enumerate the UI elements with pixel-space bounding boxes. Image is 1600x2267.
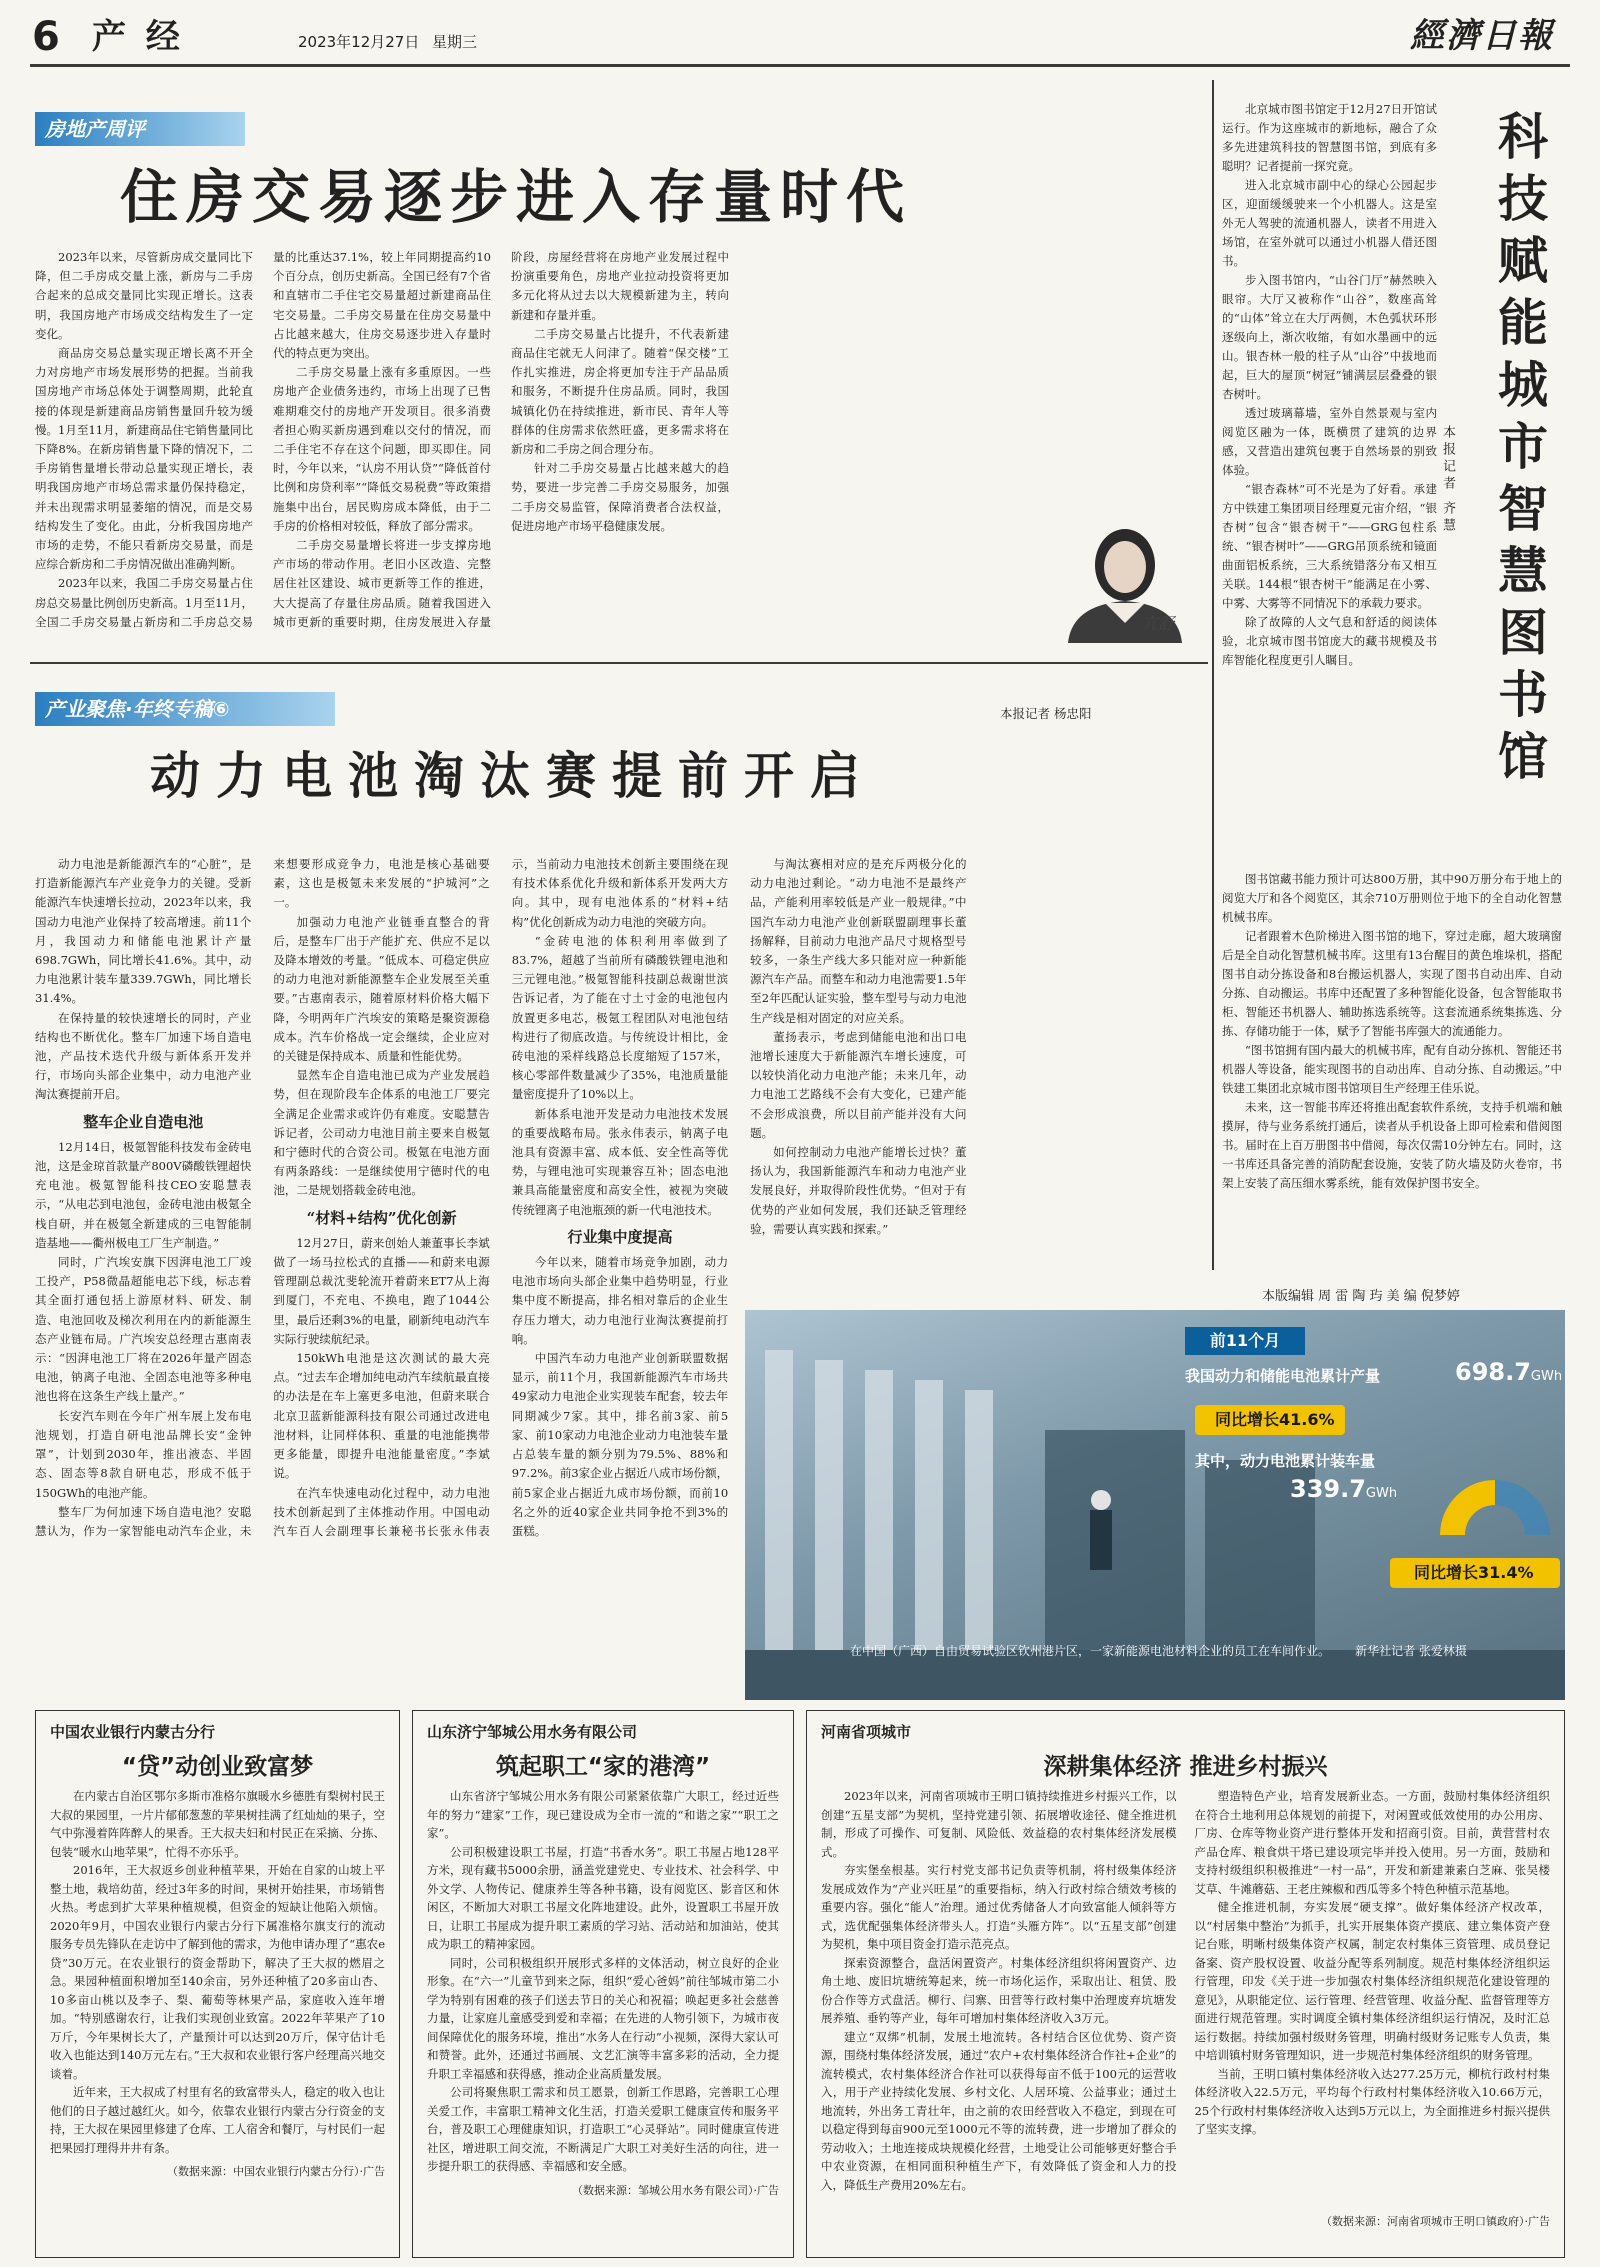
battery-paragraph: 今年以来，随着市场竞争加剧，动力电池市场向头部企业集中趋势明显，行业集中度不断提高，排名相对靠后的企业生存压力增大，动力电池行业淘汰赛提前打响。 (511, 1255, 729, 1346)
ad-company: 山东济宁邹城公用水务有限公司 (427, 1723, 638, 1741)
stat2-label: 其中，动力电池累计装车量 (1195, 1452, 1376, 1470)
column-tag-housing (35, 112, 245, 146)
column-tag-label: 房地产周评 (45, 117, 145, 141)
issue-weekday: 星期三 (432, 33, 478, 51)
headline-battery: 动力电池淘汰赛提前开启 (150, 747, 876, 805)
ad-paragraph: 公司积极建设职工书屋，打造“书香水务”。职工书屋占地128平方米，现有藏书5000余册，涵盖党建党史、专业技术、社会科学、中外文学、人物传记、健康养生等各种书籍，设有阅览区、影音区和休闲区，不断加大对职工书屋文化阵地建设。此外，设置职工书屋开放日，让职工书屋成为提升职工素质的学习站、活动站和加油站，使其成为职工的精神家园。 (427, 1844, 779, 1951)
header-rule (30, 64, 1570, 67)
stat1-growth: 同比增长41.6% (1215, 1410, 1335, 1429)
photo-credit: 新华社记者 张爱林摄 (1355, 1644, 1467, 1658)
sidebar-byline (1438, 425, 1468, 625)
ad-source-text: （数据来源：中国农业银行内蒙古分行） (167, 2165, 360, 2178)
ad-paragraph: 2016年，王大叔返乡创业种植苹果，开始在自家的山坡上平整土地，栽培幼苗，经过3年多的时间，果树开始挂果，市场销售火热。考虑到扩大苹果种植规模，但资金的短缺让他陷入烦恼。2020年9月，中国农业银行内蒙古分行下属准格尔旗支行的流动服务专员先锋队在走访中了解到他的需求，为他申请办理了“惠农e贷”30万元。在农业银行的资金帮助下，解决了王大叔的燃眉之急。果园种植面积增加至140余亩，另外还种植了20多亩山杏、10多亩山桃以及李子、梨、葡萄等林果产品，家庭收入连年增加。“特别感谢农行，让我们实现创业致富。2022年苹果产了10万斤，今年果树长大了，产量预计可以达到20万斤，保守估计毛收入也能达到140万元左右。”王大叔和农业银行客户经理高兴地交谈着。 (50, 1863, 385, 2081)
sidebar-paragraph: 北京城市图书馆定于12月27日开馆试运行。作为这座城市的新地标，融合了众多先进建筑科技的智慧图书馆，到底有多聪明？记者提前一探究竟。 (1222, 102, 1437, 173)
article-byline: 本报记者 杨忠阳 (1000, 706, 1092, 721)
article-housing-body (35, 248, 1205, 643)
ad-paragraph: 公司将聚焦职工需求和员工愿景，创新工作思路，完善职工心理关爱工作，丰富职工精神文化生活，打造关爱职工健康宣传和服务平台，普及职工心理健康知识，打造职工“心灵驿站”。同时健康宣传进社区，增进职工间交流，不断满足广大职工对美好生活的向往，进一步提升职工的获得感、幸福感和安全感。 (427, 2085, 779, 2173)
ad-zoucheng-water (412, 1710, 794, 2258)
housing-paragraph: 2023年以来，尽管新房成交量同比下降，但二手房成交量上涨，新房与二手房合起来的总成交量同比实现正增长。这表明，我国房地产市场成交结构发生了一定变化。 (35, 250, 253, 341)
section-name: 产 经 (92, 17, 184, 57)
ad-text (50, 1787, 385, 2157)
subhead-vehicle: 整车企业自造电池 (83, 1112, 204, 1131)
sidebar-title-text: 科技赋能城市智慧图书馆 (1490, 110, 1548, 792)
ad-paragraph: 2023年以来，河南省项城市王明口镇持续推进乡村振兴工作，以创建“五星支部”为契机，坚持党建引领、拓展增收途径、健全推进机制，形成了可操作、可复制、风险低、效益稳的农村集体经济发展模式。 (821, 1789, 1177, 1859)
period-label: 前11个月 (1209, 1331, 1281, 1350)
stat1-label: 我国动力和储能电池累计产量 (1185, 1367, 1381, 1385)
author-signature: 亢舒 (1142, 614, 1175, 633)
sidebar-title (1484, 110, 1564, 870)
page-header (30, 12, 1570, 62)
sidebar-byline-text: 本报记者 齐慧 (1440, 425, 1455, 536)
ad-mark: ·广告 (359, 2165, 385, 2178)
section-divider (30, 662, 1208, 664)
battery-paragraph: 与淘汰赛相对应的是充斥两极分化的动力电池过剩论。“动力电池不是最终产品，产能利用率较低是产业一般规律。”中国汽车动力电池产业创新联盟副理事长董扬解释，目前动力电池产品尺寸规格型号较多，一条生产线大多只能对应一种新能源汽车产品。而整车和动力电池需要1.5年至2年匹配认证实验，整车型号与动力电池生产线是相对固定的对应关系。 (750, 857, 967, 1025)
sidebar-paragraph: 步入图书馆内，“山谷门厅”赫然映入眼帘。大厅又被称作“山谷”，数座高耸的“山体”耸立在大厅两侧，木色弧状环形逐级向上，渐次收缩，有如水墨画中的远山。银杏林一般的柱子从“山谷”中拔地而起，巨大的屋顶“树冠”铺满层层叠叠的银杏树叶。 (1222, 273, 1437, 401)
infographic-panel (1100, 1315, 1565, 1615)
ad-mark: ·广告 (753, 2183, 779, 2197)
sidebar-paragraph: “图书馆拥有国内最大的机械书库，配有自动分拣机、智能还书机器人等设备，能实现图书的自动出库、自动分拣、自动搬运。”中铁建工集团北京城市图书馆项目生产经理王佳乐说。 (1222, 1043, 1562, 1095)
housing-text (35, 248, 729, 643)
battery-paragraph: 如何控制动力电池产能增长过快？董扬认为，我国新能源汽车和动力电池产业发展良好，并取得阶段性优势。“但对于有优势的产业如何发展，我们还缺乏管理经验，需要认真实践和探索。” (750, 1145, 967, 1236)
sidebar-paragraph: 进入北京城市副中心的绿心公园起步区，迎面缓缓驶来一个小机器人。这是室外无人驾驶的流通机器人，读者不用进入场馆，在室外就可以通过小机器人借还图书。 (1222, 178, 1437, 268)
ad-source (50, 2163, 385, 2179)
sidebar-divider (1212, 80, 1214, 1270)
ad-title: “贷”动创业致富梦 (121, 1754, 314, 1780)
ad-source (821, 2213, 1550, 2229)
stat2-unit: GWh (1365, 1486, 1398, 1501)
ad-mark: ·广告 (1524, 2215, 1550, 2228)
sidebar-body-bottom (1222, 870, 1562, 1265)
housing-paragraph: 商品房交易总量实现正增长离不开全力对房地产市场发展形势的把握。当前我国房地产市场总体处于调整周期，此轮直接的体现是新建商品房销售量回升较为缓慢。1月至11月，新建商品住宅销售量同比下降8%。在新房销售量下降的情况下，二手房销售量增长带动总量实现正增长，表明我国房地产市场总需求量仍保持稳定，并未出现需求明显萎缩的情况，而是交易结构发生了变化。由此，分析我国房地产市场的走势，不能只看新房交易量，而是应综合新房和二手房情况做出准确判断。 (35, 346, 253, 572)
battery-paragraph: 中国汽车动力电池产业创新联盟数据显示，前11个月，我国新能源汽车市场共49家动力电池企业实现装车配套，较去年同期减少7家。其中，排名前3家、前5家、前10家动力电池企业动力电池装车量占总装车量的额分别为79.5%、88%和97.2%。前3家企业占据近八成市场份额，前5家企业占据近九成市场份额，而前10名之外的近40家企业共同争抢不到3%的蛋糕。 (511, 1351, 729, 1538)
sidebar-paragraph: 图书馆藏书能力预计可达800万册，其中90万册分布于地上的阅览大厅和各个阅览区，其余710万册则位于地下的全自动化智慧机械书库。 (1222, 872, 1562, 924)
housing-paragraph: 二手房交易量占比提升，不代表新建商品住宅就无人问津了。随着“保交楼”工作扎实推进，房企将更加专注于产品品质和服务，不断提升住房品质。同时，我国城镇化仍在持续推进，新市民、青年人等群体的住房需求依然旺盛，更多需求将在新房和二手房之间合理分布。 (511, 326, 729, 457)
battery-paragraph: 动力电池是新能源汽车的“心脏”，是打造新能源汽车产业竞争力的关键。受新能源汽车快速增长拉动，2023年以来，我国动力电池产业保持了较高增速。前11个月，我国动力和储能电池累计产量698.7GWh，同比增长41.6%。其中，动力电池累计装车量339.7GWh，同比增长31.4%。 (35, 857, 252, 1006)
page-editors: 本版编辑 周 雷 陶 玙 美 编 倪梦婷 (1262, 1289, 1460, 1304)
housing-paragraph: 二手房交易量增长将进一步支撑房地产市场的带动作用。老旧小区改造、完整居住社区建设、城市更新等工作的推进，大大提高了存量住房品质。随着我国进入城市更新的重要时期，住房发展进入存量阶段，房屋经营将在房地产业发展过程中扮演重要角色，房地产业拉动投资将更加多元化将从过去以大规模新建为主，转向新建和存量并重。 (273, 250, 729, 629)
battery-paragraph: 在汽车快速电动化过程中，动力电池技术创新起到了主体推动作用。中国电动汽车百人会副理事长兼秘书长张永伟表示，当前动力电池技术创新主要围绕在现有技术体系优化升级和新体系开发两大方向。其中，现有电池体系的“材料+结构”优化创新成为动力电池的突破方向。 (273, 857, 729, 1538)
issue-date: 2023年12月27日 (298, 33, 420, 51)
battery-paragraph: 在保持量的较快速增长的同时，产业结构也不断优化。整车厂加速下场自造电池，产品技术迭代升级与新体系开发并行，市场向头部企业集中，动力电池产业淘汰赛提前开启。 (35, 1010, 252, 1102)
ad-paragraph: 夯实堡垒根基。实行村党支部书记负责等机制，将村级集体经济发展成效作为“产业兴旺星”的重要指标，纳入行政村综合绩效考核的重要内容。强化“能人”治理。通过优秀储备人才向致富能人倾斜等方式，选优配强集体经济带头人。打造“头雁方阵”。以“五星支部”创建为契机，集中项目资金打造示范亮点。 (821, 1863, 1177, 1951)
battery-paragraph: 同时，广汽埃安旗下因湃电池工厂竣工投产，P58微晶超能电芯下线，标志着其全面打通包括上游原材料、研发、制造、电池回收及梯次利用在内的新能源生态产业链布局。广汽埃安总经理古惠南表示：“因湃电池工厂将在2026年量产固态电池，钠离子电池、全固态电池等多种电池也将在这条生产线上量产。” (35, 1255, 252, 1404)
ad-title: 深耕集体经济 推进乡村振兴 (1043, 1754, 1328, 1780)
ad-company: 中国农业银行内蒙古分行 (50, 1723, 216, 1741)
sidebar-paragraph: 未来，这一智能书库还将推出配套软件系统，支持手机端和触摸屏，待与业务系统打通后，读者从手机设备上即可检索和借阅图书。届时在上百万册图书中借阅，每次仅需10分钟左右。同时，这一书库还具备完善的消防配套设施，安装了防火墙及防火卷帘，书架上安装了高压细水雾系统，能有效保护图书安全。 (1222, 1100, 1562, 1190)
stat2-value (1290, 1475, 1397, 1503)
column-tag-industry (35, 692, 335, 726)
sidebar-paragraph: “银杏森林”可不光是为了好看。承建方中铁建工集团项目经理夏元宙介绍，“银杏树”包含“银杏树干”——GRG包柱系统、“银杏树叶”——GRG吊顶系统和镜面曲面铝板系统，三大系统错落分布又相互关联。144根“银杏树干”能满足在小雾、中雾、大雾等不同情况下的承载力要求。 (1222, 482, 1437, 610)
sidebar-text (1222, 870, 1562, 1193)
stat1-number: 698.7 (1455, 1358, 1531, 1386)
subhead-material: “材料+结构”优化创新 (306, 1208, 457, 1227)
battery-paragraph: 新体系电池开发是动力电池技术发展的重要战略布局。张永伟表示，钠离子电池具有资源丰富、成本低、安全性高等优势，与锂电池可实现兼容互补；固态电池兼具高能量密度和高安全性，被视为突破传统锂离子电池瓶颈的新一代电池技术。 (511, 1106, 729, 1217)
battery-paragraph: “金砖电池的体积利用率做到了83.7%，超越了当前所有磷酸铁锂电池和三元锂电池。”极氪智能科技副总裁谢世滨告诉记者，为了能在寸土寸金的电池包内放置更多电芯，极氪工程团队对电池包结构进行了彻底改造。与传统设计相比，金砖电池的采样线路总长度缩短了157米，核心零部件数量减少了35%，电池质量能量密度提升了10%以上。 (511, 933, 729, 1102)
ad-paragraph: 近年来，王大叔成了村里有名的致富带头人，稳定的收入也让他们的日子越过越红火。如今，依靠农业银行内蒙古分行资金的支持，王大叔在果园里修建了仓库、工人宿舍和餐厅，与村民们一起把果园打理得井井有条。 (50, 2085, 385, 2155)
stat1-value (1455, 1358, 1562, 1386)
ad-paragraph: 塑造特色产业，培育发展新业态。一方面，鼓励村集体经济组织在符合土地利用总体规划的前提下，对闲置或低效使用的办公用房、厂房、仓库等物业资产进行整体开发和招商引资。目前，黄营营村农产品仓库、粮食烘干塔已建设项完毕并投入使用。另一方面，鼓励和支持村级组织积极推进“一村一品”，开发和新建兼素白芝麻、张吴楼艾草、牛滩蘑菇、王老庄辣椒和西瓜等多个特色种植示范基地。 (1194, 1789, 1550, 1896)
caption-text: 在中国（广西）自由贸易试验区钦州港片区，一家新能源电池材料企业的员工在车间作业。 (850, 1644, 1331, 1658)
ad-text (821, 1787, 1550, 2207)
housing-paragraph: 针对二手房交易量占比越来越大的趋势，要进一步完善二手房交易服务，加强二手房交易监管，保障消费者合法权益，促进房地产市场平稳健康发展。 (511, 461, 729, 533)
sidebar-paragraph: 透过玻璃幕墙，室外自然景观与室内阅览区融为一体，既横贯了建筑的边界感，又营造出建筑包裹于自然场景的别致体验。 (1222, 406, 1437, 477)
author-portrait (1050, 505, 1205, 643)
ad-paragraph: 在内蒙古自治区鄂尔多斯市准格尔旗暖水乡德胜有梨树村民王大叔的果园里，一片片郁郁葱葱的苹果树挂满了红灿灿的果子，空气中弥漫着阵阵醉人的果香。王大叔夫妇和村民正在采摘、分拣、包装“暖水山地苹果”，忙得不亦乐乎。 (50, 1789, 385, 1859)
battery-paragraph: 董扬表示，考虑到储能电池和出口电池增长速度大于新能源汽车增长速度，可以较快消化动力电池产能；未来几年，动力电池工艺路线不会有大变化，已建产能不会形成浪费，所以目前产能并没有大问题。 (750, 1029, 967, 1140)
ad-company: 河南省项城市 (821, 1723, 912, 1741)
ad-xiangcheng (806, 1710, 1565, 2258)
stat1-unit: GWh (1530, 1369, 1563, 1384)
ad-text (427, 1787, 779, 2176)
stat1-growth-badge (1195, 1405, 1345, 1435)
battery-paragraph: 加强动力电池产业链垂直整合的背后，是整车厂出于产能扩充、供应不足以及降本增效的考量。“低成本、可稳定供应的动力电池对新能源整车企业发展至关重要。”古惠南表示，随着原材料价格大幅下降，今明两年广汽埃安的策略是聚资源稳成本。汽车价格战一定会继续，企业应对的关键是保持成本、质量和性能优势。 (273, 914, 490, 1064)
ad-paragraph: 山东省济宁邹城公用水务有限公司紧紧依靠广大职工，经过近些年的努力“建家”工作，现已建设成为全市一流的“和谐之家”“职工之家”。 (427, 1789, 779, 1840)
ad-paragraph: 建立“双绑”机制，发展土地流转。各村结合区位优势、资产资源，围绕村集体经济发展，通过“农户+农村集体经济合作社+企业”的流转模式，农村集体经济合作社可以获得每亩不低于100元的运营收入，用于产业持续化发展、乡村文化、人居环境、公益事业；通过土地流转，外出务工青壮年，由之前的农田经营收入不稳定，到现在可以稳定得到每亩900元至1000元不等的流转费，进一步增加了群众的劳动收入；土地连接成块规模化经营，土地受让公司能够更好整合手中农业资源，在相同面积种植生产下，有效降低了资金和人力的投入，降低生产费用20%左右。 (821, 2029, 1177, 2192)
battery-paragraph: 12月27日，蔚来创始人兼董事长李斌做了一场马拉松式的直播——和蔚来电源管理副总裁沈斐轮流开着蔚来ET7从上海到厦门，不充电、不换电，跑了1044公里，最后还剩3%的电量，刷新纯电动汽车实际行驶续航纪录。 (273, 1235, 490, 1346)
masthead-logo: 經濟日報 (1410, 16, 1554, 56)
ad-source-text: （数据来源：河南省项城市王明口镇政府） (1321, 2215, 1525, 2228)
ad-source-text: （数据来源：邹城公用水务有限公司） (572, 2183, 754, 2197)
ad-paragraph: 同时，公司积极组织开展形式多样的文体活动，树立良好的企业形象。在“六一”儿童节到来之际，组织“爱心爸妈”前往邹城市第二小学为特别有困难的孩子们送去节日的关心和祝福；唤起更多社会慈善力量，让家庭儿童感受到爱和幸福；在先进的人物引领下，为城市夜间保障优化的服务环境，推出“水务人在行动”小视频，深得大家认可和赞誉。此外，还通过书画展、文艺汇演等丰富多彩的活动，全力提升职工幸福感和获得感，推动企业高质量发展。 (427, 1955, 779, 2081)
ad-paragraph: 当前，王明口镇村集体经济收入达277.25万元，柳杭行政村村集体经济收入22.5万元，平均每个行政村村集体经济收入10.66万元，25个行政村村集体经济收入达到5万元以上，为全面推进乡村振兴提供了坚实支撑。 (1194, 2066, 1550, 2136)
sidebar-paragraph: 除了故障的人文气息和舒适的阅读体验，北京城市图书馆庞大的藏书规模及书库智能化程度更引人瞩目。 (1222, 615, 1437, 667)
housing-paragraph: 2023年以来，我国二手房交易量占住房总交易量比例创历史新高。1月至11月，全国二手房交易量占新房和二手房总交易量的比重达37.1%，较上年同期提高约10个百分点，创历史新高。全国已经有7个省和直辖市二手住宅交易量超过新建商品住宅交易量。二手房交易量在住房交易量中占比越来越大，住房交易逐步进入存量时代的特点更为突出。 (35, 250, 491, 629)
battery-paragraph: 显然车企自造电池已成为产业发展趋势，但在现阶段车企体系的电池工厂要完全满足企业需求或许仍有难度。安聪慧告诉记者，公司动力电池目前主要来自极氪和宁德时代的合资公司。极氪在电池方面有两条路线：一是继续使用宁德时代的电池，二是规划搭载金砖电池。 (273, 1068, 490, 1198)
stat2-growth: 同比增长31.4% (1414, 1563, 1534, 1582)
growth-donut (1430, 1425, 1560, 1545)
battery-paragraph: 150kWh电池是这次测试的最大亮点。“过去车企增加纯电动汽车续航最直接的办法是在车上塞更多电池，但蔚来联合北京卫蓝新能源科技有限公司通过改进电池材料，让同样体积、重量的电池能携带更多能量，即提升电池能量密度。”李斌说。 (273, 1351, 490, 1481)
ad-title: 筑起职工“家的港湾” (495, 1754, 711, 1780)
stat2-growth-badge (1390, 1558, 1560, 1588)
ad-paragraph: 健全推进机制，夯实发展“硬支撑”。做好集体经济产权改革，以“村居集中整治”为抓手，扎实开展集体资产摸底、建立集体资产登记台账，明晰村级集体资产权属，制定农村集体三资管理、成员登记备案、资产股权设置、收益分配等系列制度。规范村集体经济组织运行管理，印发《关于进一步加强农村集体经济组织规范化建设管理的意见》，从职能定位、运行管理、经营管理、收益分配、监督管理等方面进行规范管理。实时调度全镇村集体经济组织运行情况，及时汇总运行数据。持续加强村级财务管理，明确村级财务记账专人负责，集中培训镇村财务管理知识，进一步规范村集体经济组织的财务管理。 (1194, 1900, 1550, 2062)
subhead-concentration: 行业集中度提高 (567, 1227, 673, 1246)
sidebar-paragraph: 记者跟着木色阶梯进入图书馆的地下，穿过走廊，超大玻璃窗后是全自动化智慧机械书库。这里有13台醒目的黄色堆垛机，搭配图书自动分拣设备和8台搬运机器人，实现了图书自动出库、自动分拣、自动搬运。书库中还配置了多种智能化设备，包含智能取书柜、智能还书机器人、辅助拣选系统等。这套流通系统集拣选、分拣、存储功能于一体，赋予了智能书库强大的流通能力。 (1222, 929, 1562, 1038)
photo-caption (850, 1640, 1560, 1690)
ad-paragraph: 探索资源整合，盘活闲置资产。村集体经济组织将闲置资产、边角土地、废旧坑塘统筹起来，统一市场化运作，采取出让、租赁、股份合作等方式盘活。柳行、闫寨、田营等行政村集中治理废弃坑塘发展养殖、垂钓等产业，每年可增加村集体经济收入3万元。 (821, 1955, 1177, 2025)
sidebar-text (1222, 100, 1437, 670)
housing-paragraph: 二手房交易量上涨有多重原因。一些房地产企业债务违约，市场上出现了已售难期难交付的房地产开发项目。很多消费者担心购买新房遇到难以交付的情况，而二手住宅不存在这个问题，即买即住。同时，今年以来，“认房不用认贷”“降低首付比例和房贷利率”“降低交易税费”等政策措施集中出台，居民购房成本降低，由于二手房的价格相对较低，释放了部分需求。 (273, 365, 491, 533)
ad-abc-innermongolia (35, 1710, 400, 2258)
page-number: 6 (32, 14, 60, 60)
period-badge (1185, 1327, 1305, 1355)
column-tag-label: 产业聚焦·年终专稿⑥ (45, 697, 230, 721)
ad-source (427, 2182, 779, 2198)
battery-paragraph: 长安汽车则在今年广州车展上发布电池规划，打造自研电池品牌长安“金钟罩”，计划到2030年，推出液态、半固态、固态等8款自研电芯，形成不低于150GWh的电池产能。 (35, 1408, 252, 1500)
stat2-number: 339.7 (1290, 1475, 1366, 1503)
ad-columns (821, 1787, 1550, 2207)
headline-housing: 住房交易逐步进入存量时代 (120, 163, 913, 231)
battery-paragraph: 整车厂为何加速下场自造电池？安聪慧认为，作为一家智能电动汽车企业，未来想要形成竞争力，电池是核心基础要素，这也是极氪未来发展的“护城河”之一。 (35, 857, 490, 1538)
battery-paragraph: 12月14日，极氪智能科技发布金砖电池，这是金琼首款量产800V磷酸铁锂超快充电池。极氪智能科技CEO安聪慧表示，“从电芯到电池包，金砖电池由极氪全栈自研，并在极氪全新建成的三电智能制造基地——衢州极电工厂生产制造。” (35, 1139, 252, 1250)
